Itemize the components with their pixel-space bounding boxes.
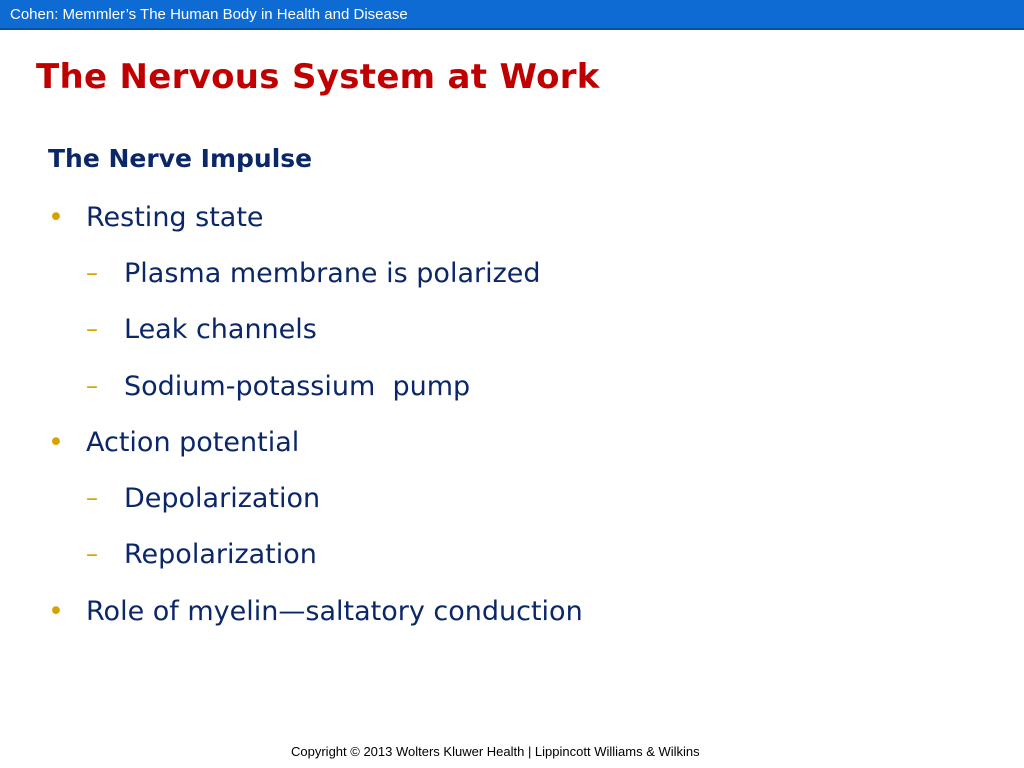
dash-marker: –: [86, 484, 98, 512]
slide-subheading: The Nerve Impulse: [48, 144, 313, 173]
sub-bullet-item: [86, 371, 471, 402]
bullet-text: Repolarization: [124, 539, 317, 570]
dash-marker: –: [86, 540, 98, 568]
bullet-text: Resting state: [86, 202, 264, 233]
sub-bullet-item: [86, 258, 541, 289]
bullet-text: Leak channels: [124, 314, 317, 345]
bullet-item: [48, 202, 264, 233]
bullet-marker: •: [48, 596, 64, 627]
sub-bullet-item: [86, 539, 317, 570]
sub-bullet-item: [86, 483, 321, 514]
slide-title: The Nervous System at Work: [36, 57, 600, 97]
bullet-text: Depolarization: [124, 483, 321, 514]
sub-bullet-item: [86, 314, 317, 345]
bullet-text: Action potential: [86, 427, 300, 458]
bullet-item: [48, 427, 300, 458]
bullet-marker: •: [48, 427, 64, 458]
bullet-text: Sodium-potassium pump: [124, 371, 471, 402]
bullet-text: Plasma membrane is polarized: [124, 258, 541, 289]
book-title: Cohen: Memmler’s The Human Body in Health and Disease: [10, 6, 408, 23]
copyright-footer: Copyright © 2013 Wolters Kluwer Health | Lippincott Williams & Wilkins: [291, 744, 700, 759]
bullet-marker: •: [48, 202, 64, 233]
bullet-item: [48, 596, 583, 627]
bullet-text: Role of myelin—saltatory conduction: [86, 596, 583, 627]
dash-marker: –: [86, 372, 98, 400]
dash-marker: –: [86, 259, 98, 287]
dash-marker: –: [86, 315, 98, 343]
